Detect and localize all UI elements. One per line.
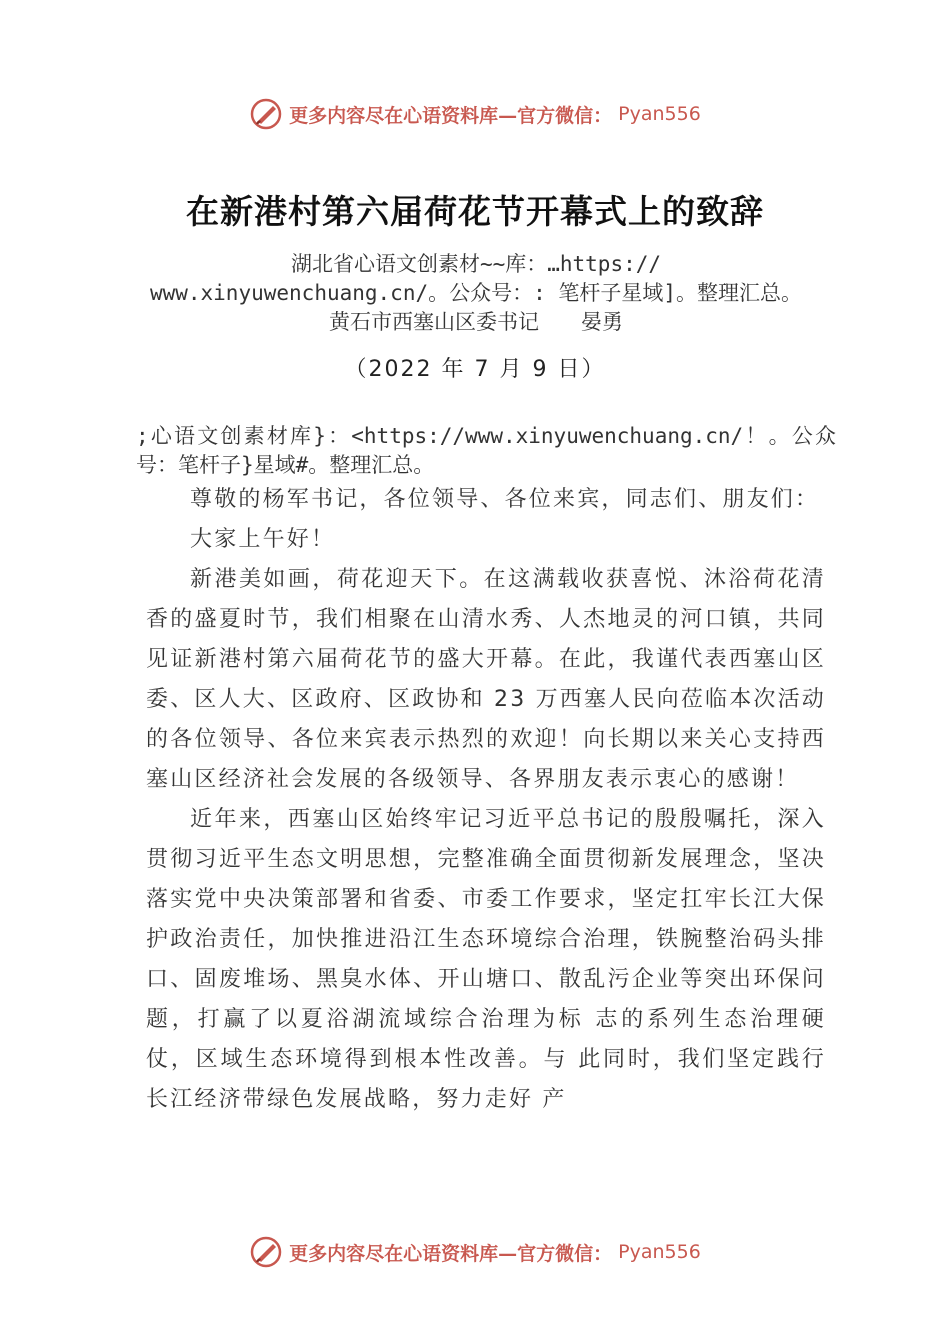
- speech-body: [146, 480, 826, 1120]
- banner-text: 更多内容尽在心语资料库—官方微信：: [289, 1242, 613, 1265]
- header-banner: [0, 94, 950, 134]
- brush-logo-icon: [249, 1235, 283, 1269]
- source-attribution: 湖北省心语文创素材~~库：…https:// www.xinyuwenchuang.cn/。公众号：: 笔杆子星域]。整理汇总。黄石市西塞山区委书记 晏勇: [149, 252, 803, 334]
- banner-text: 更多内容尽在心语资料库—官方微信：: [289, 104, 613, 127]
- banner-wechat-id: Pyan556: [618, 1241, 701, 1263]
- welcome-paragraph: 新港美如画，荷花迎天下。在这满载收获喜悦、沐浴荷花清香的盛夏时节，我们相聚在山清水秀、人杰地灵的河口镇，共同见证新港村第六届荷花节的盛大开幕。在此，我谨代表西塞山区委、区人大、区政府、区政协和 23 万西塞人民向莅临本次活动的各位领导、各位来宾表示热烈的欢迎！向长期以来关心支持西塞山区经济社会发展的各级领导、各界朋友表示衷心的感谢！: [146, 567, 826, 792]
- greeting-paragraph: 大家上午好！: [190, 527, 336, 552]
- document-date: （2022 年 7 月 9 日）: [344, 357, 606, 382]
- achievements-paragraph: 近年来，西塞山区始终牢记习近平总书记的殷殷嘱托，深入贯彻习近平生态文明思想，完整准确全面贯彻新发展理念，坚决落实党中央决策部署和省委、市委工作要求，坚定扛牢长江大保护政治责任，加快推进沿江生态环境综合治理，铁腕整治码头排口、固废堆场、黑臭水体、开山塘口、散乱污企业等突出环保问题，打赢了以夏浴湖流域综合治理为标 志的系列生态治理硬仗，区域生态环境得到根本性改善。与 此同时，我们坚定践行长江经济带绿色发展战略，努力走好 产: [146, 807, 826, 1112]
- banner-wechat-id: Pyan556: [618, 103, 701, 125]
- source-note: ;心语文创素材库}：<https://www.xinyuwenchuang.cn/！。公众号：笔杆子}星域#。整理汇总。: [136, 424, 836, 477]
- salutation-paragraph: 尊敬的杨军书记，各位领导、各位来宾，同志们、朋友们：: [190, 487, 820, 512]
- document-title: 在新港村第六届荷花节开幕式上的致辞: [186, 192, 764, 231]
- brush-logo-icon: [249, 97, 283, 131]
- footer-banner: [0, 1232, 950, 1272]
